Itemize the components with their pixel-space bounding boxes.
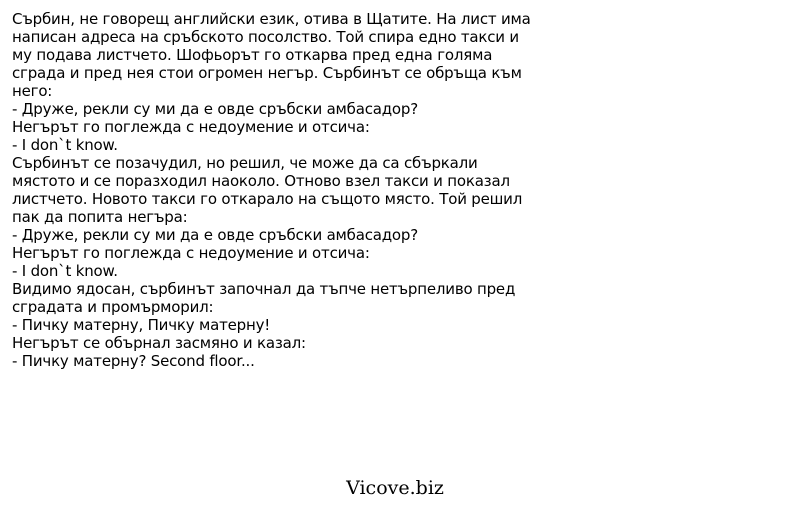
joke-line: написан адреса на сръбското посолство. Той спира едно такси и [12,28,519,46]
joke-line: сграда и пред нея стои огромен негър. Сърбинът се обръща към [12,64,522,82]
joke-line: Негърът го поглежда с недоумение и отсича: [12,118,370,136]
joke-line: - Друже, рекли су ми да е овде сръбски амбасадор? [12,100,418,118]
joke-line: Негърът го поглежда с недоумение и отсича: [12,244,370,262]
site-footer: Vicove.biz [346,477,444,499]
joke-line: него: [12,82,53,100]
joke-line: - Друже, рекли су ми да е овде сръбски амбасадор? [12,226,418,244]
joke-line: - Пичку матерну? Second floor... [12,352,255,370]
joke-text [12,10,592,370]
joke-line: - I don`t know. [12,136,118,154]
joke-line: Сърбин, не говорещ английски език, отива в Щатите. На лист има [12,10,531,28]
joke-line: - I don`t know. [12,262,118,280]
joke-line: сградата и промърморил: [12,298,214,316]
joke-line: мястото и се поразходил наоколо. Отново взел такси и показал [12,172,510,190]
joke-line: листчето. Новото такси го откарало на същото място. Той решил [12,190,523,208]
joke-line: пак да попита негъра: [12,208,188,226]
joke-line: - Пичку матерну, Пичку матерну! [12,316,271,334]
joke-line: Сърбинът се позачудил, но решил, че може да са сбъркали [12,154,478,172]
joke-line: му подава листчето. Шофьорът го откарва пред една голяма [12,46,493,64]
joke-line: Негърът се обърнал засмяно и казал: [12,334,306,352]
joke-line: Видимо ядосан, сърбинът започнал да тъпче нетърпеливо пред [12,280,516,298]
